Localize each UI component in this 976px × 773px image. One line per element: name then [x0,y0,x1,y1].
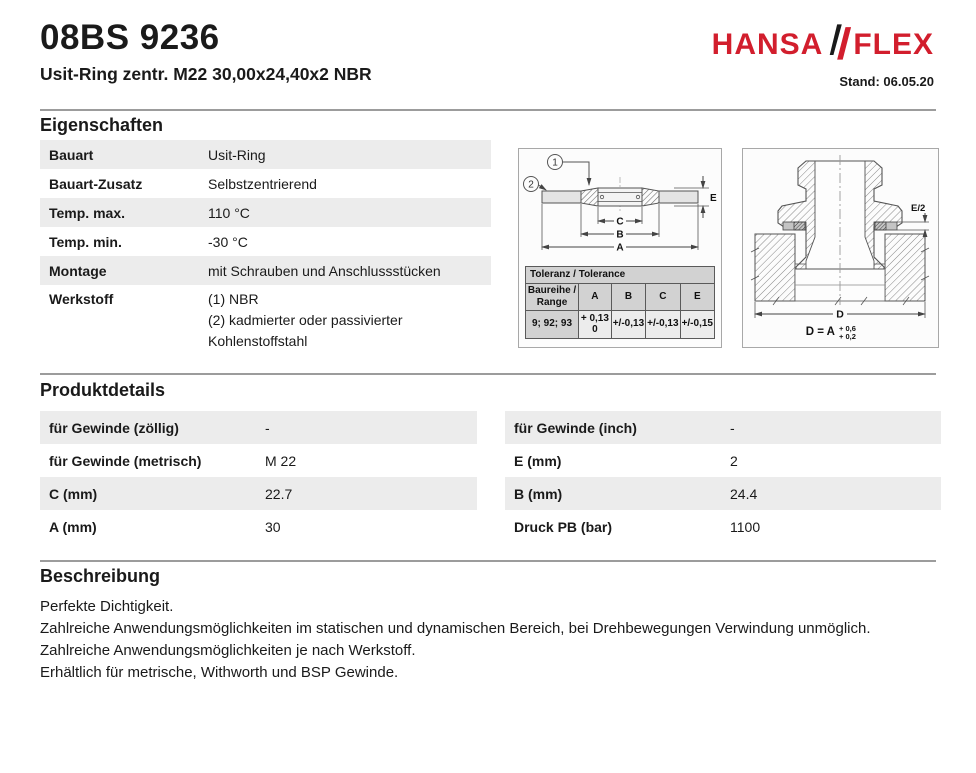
logo-text-hansa: HANSA [711,28,824,61]
tolerance-col-c: C [646,283,680,310]
dimension-C [598,214,642,228]
mounted-fitting-drawing [743,149,938,347]
svg-text:+ 0,2: + 0,2 [839,332,856,341]
detail-label: für Gewinde (zöllig) [49,419,179,436]
details-section-title: Produktdetails [40,380,166,400]
detail-row [40,510,477,543]
property-row [40,140,491,169]
detail-value: 24.4 [730,485,758,502]
tolerance-value-b: +/-0,13 [611,310,645,338]
property-label: Temp. max. [49,204,125,221]
detail-label: für Gewinde (inch) [514,419,637,436]
description-line: Perfekte Dichtigkeit. [40,598,174,615]
description-text [40,596,940,684]
tolerance-table [525,266,715,339]
detail-value: 2 [730,452,738,469]
svg-text:2: 2 [528,179,534,191]
detail-row [505,477,941,510]
product-code-title: 08BS 9236 [40,18,220,57]
property-value: (1) NBR (2) kadmierter oder passivierter Kohlenstoffstahl [208,291,403,349]
detail-label: B (mm) [514,485,563,502]
tolerance-value-e: +/-0,15 [680,310,714,338]
properties-section-title: Eigenschaften [40,115,164,135]
detail-row [40,477,477,510]
property-label: Bauart-Zusatz [49,175,143,192]
property-value: Selbstzentrierend [208,175,317,192]
property-value: -30 °C [208,233,248,250]
section-divider [40,560,936,562]
detail-value: 30 [265,518,281,535]
callout-1 [548,155,590,186]
tolerance-value-a: + 0,13 0 [579,310,612,338]
details-table-left [40,411,477,543]
detail-value: - [730,419,735,436]
tolerance-col-a: A [579,283,612,310]
detail-value: - [265,419,270,436]
product-subtitle: Usit-Ring zentr. M22 30,00x24,40x2 NBR [40,64,372,84]
property-label: Bauart [49,146,94,163]
details-table-right [505,411,941,543]
svg-text:+ 0,6: + 0,6 [839,324,856,333]
property-value: Usit-Ring [208,146,266,163]
property-label: Werkstoff [49,291,114,307]
detail-label: E (mm) [514,452,562,469]
detail-row [40,411,477,444]
detail-row [505,411,941,444]
dimension-formula [806,324,856,341]
property-value: 110 °C [208,204,250,221]
property-row [40,169,491,198]
logo-slash-icon [826,23,852,61]
logo-text-flex: FLEX [853,28,934,61]
property-label: Temp. min. [49,233,122,250]
detail-row [40,444,477,477]
dimension-B [581,227,659,241]
detail-row [505,444,941,477]
tolerance-range-value: 9; 92; 93 [526,310,579,338]
detail-value: M 22 [265,452,297,469]
usit-ring-cross-section-drawing [519,149,721,261]
svg-text:1: 1 [552,157,558,169]
hansa-flex-logo [712,28,934,62]
svg-text:E: E [710,193,717,204]
section-divider [40,109,936,111]
property-row [40,285,491,360]
property-row [40,227,491,256]
dimension-A [542,240,698,254]
description-section-title: Beschreibung [40,566,161,586]
tolerance-col-b: B [611,283,645,310]
svg-text:D: D [836,308,844,321]
ring-drawing-panel [518,148,722,348]
detail-label: A (mm) [49,518,97,535]
description-line: Zahlreiche Anwendungsmöglichkeiten je nach Werkstoff. [40,642,416,659]
description-line: Zahlreiche Anwendungsmöglichkeiten im statischen und dynamischen Bereich, bei Drehbewegungen Verwindung unmöglich. [40,620,871,637]
detail-label: C (mm) [49,485,98,502]
property-row [40,198,491,227]
property-value: mit Schrauben und Anschlussstücken [208,262,441,279]
tolerance-table-title: Toleranz / Tolerance [526,267,715,284]
detail-label: für Gewinde (metrisch) [49,452,202,469]
description-line: Erhältlich für metrische, Withworth und BSP Gewinde. [40,664,399,681]
revision-date: Stand: 06.05.20 [839,74,934,89]
detail-value: 22.7 [265,485,293,502]
svg-text:E/2: E/2 [911,203,926,214]
svg-text:C: C [616,216,624,228]
mount-drawing-panel [742,148,939,348]
detail-row [505,510,941,543]
tolerance-col-e: E [680,283,714,310]
svg-text:B: B [616,229,624,241]
callout-2 [524,177,547,192]
tolerance-value-c: +/-0,13 [646,310,680,338]
property-label: Montage [49,262,107,279]
svg-text:D = A: D = A [805,326,835,338]
detail-label: Druck PB (bar) [514,518,613,535]
section-divider [40,373,936,375]
svg-text:A: A [616,242,624,254]
detail-value: 1100 [730,518,761,535]
properties-table [40,140,491,360]
property-row [40,256,491,285]
tolerance-col-range: Baureihe / Range [526,283,579,310]
